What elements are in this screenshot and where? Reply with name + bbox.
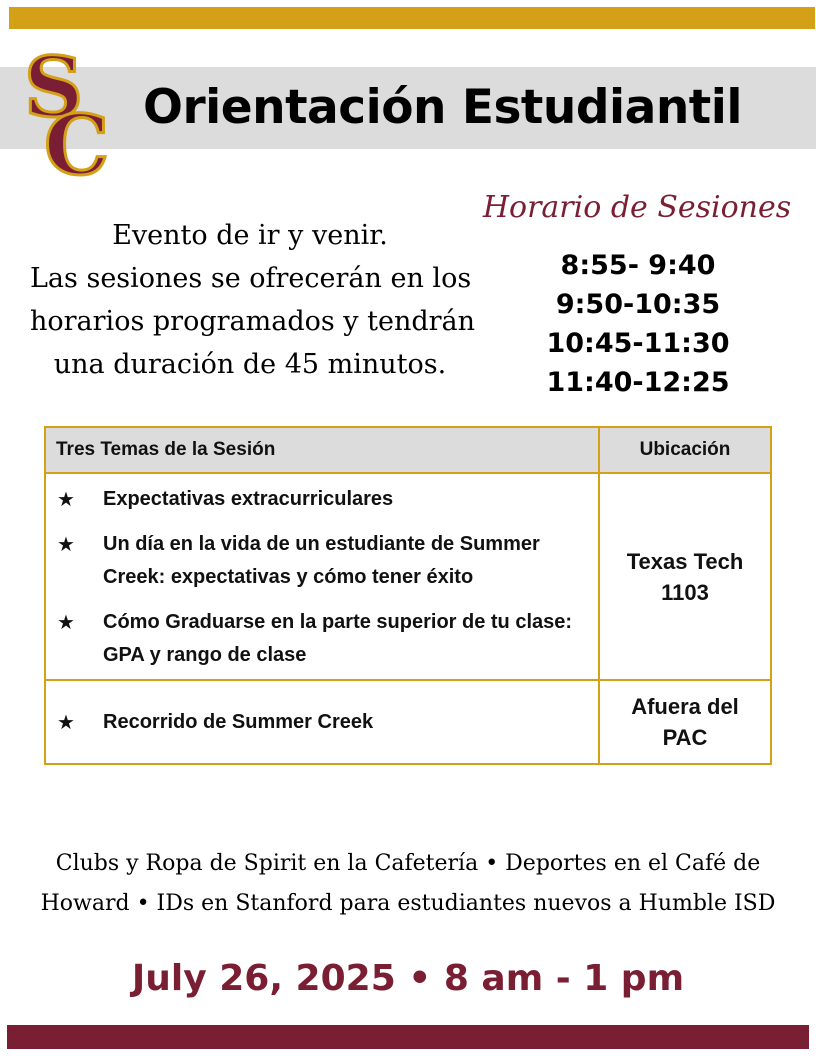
footer-note-line: Clubs y Ropa de Spirit en la Cafetería • Deportes en el Café de: [55, 851, 761, 876]
star-icon: ★: [57, 709, 75, 734]
list-item: ★ Recorrido de Summer Creek: [47, 706, 597, 739]
location-cell: [599, 680, 771, 764]
footer-note-line: Howard • IDs en Stanford para estudiantes nuevos a Humble ISD: [40, 891, 776, 916]
intro-line: Las sesiones se ofrecerán en los: [30, 263, 472, 294]
topics-table: [44, 426, 772, 765]
schedule-times: [500, 246, 776, 402]
session-time: 10:45-11:30: [546, 328, 730, 359]
location-line: 1103: [661, 579, 709, 605]
location-line: PAC: [662, 725, 708, 750]
star-icon: ★: [57, 610, 75, 634]
location-header: Ubicación: [599, 427, 771, 473]
intro-line: Evento de ir y venir.: [112, 220, 388, 251]
top-gold-bar: [9, 7, 815, 29]
school-logo: [18, 38, 128, 178]
session-time: 11:40-12:25: [546, 367, 730, 398]
topics-cell: [45, 680, 599, 764]
star-icon: ★: [57, 532, 75, 556]
intro-line: horarios programados y tendrán: [30, 306, 476, 337]
logo-letter-s: S: [24, 40, 84, 136]
list-item: ★ Un día en la vida de un estudiante de Summer Creek: expectativas y cómo tener éxito: [47, 528, 597, 594]
intro-line: una duración de 45 minutos.: [53, 349, 447, 380]
intro-text: [30, 214, 476, 386]
schedule-title: Horario de Sesiones: [482, 190, 792, 225]
location-line: Afuera del: [631, 694, 739, 719]
table-row: [45, 680, 771, 764]
location-line: Texas Tech: [626, 548, 744, 574]
star-icon: ★: [57, 487, 75, 511]
table-row: [45, 473, 771, 680]
footer-note: [40, 844, 776, 924]
event-date: July 26, 2025 • 8 am - 1 pm: [131, 958, 685, 999]
bottom-maroon-bar: [7, 1025, 809, 1049]
logo-letter-c: C: [44, 98, 110, 178]
list-item: ★ Cómo Graduarse en la parte superior de tu clase: GPA y rango de clase: [47, 606, 597, 672]
topics-cell: [45, 473, 599, 680]
session-time: 8:55- 9:40: [560, 250, 716, 281]
location-cell: [599, 473, 771, 680]
list-item: ★ Expectativas extracurriculares: [47, 483, 597, 516]
session-time: 9:50-10:35: [555, 289, 721, 320]
topics-header: Tres Temas de la Sesión: [45, 427, 599, 473]
page-title: Orientación Estudiantil: [143, 80, 742, 135]
